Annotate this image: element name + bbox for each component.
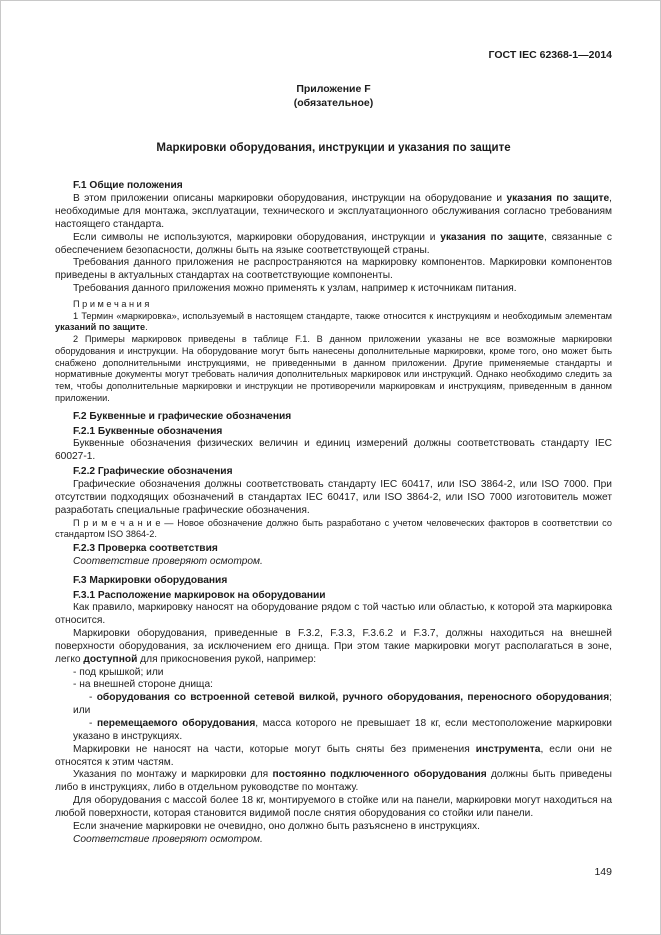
text-run-bold: указаний по защите: [55, 322, 146, 333]
text-run-bold: указания по защите: [506, 193, 610, 205]
annex-title: Маркировки оборудования, инструкции и указания по защите: [156, 142, 511, 155]
text-run: -: [89, 692, 97, 704]
text-run: .: [145, 322, 148, 333]
section-heading-f2: F.2 Буквенные и графические обозначения: [73, 410, 292, 422]
text-run: -: [89, 718, 97, 730]
text-run: для прикосновения рукой, например:: [137, 653, 317, 665]
text-run: Маркировки оборудования, приведенные в F.3.2, F.3.3, F.3.6.2 и F.3.7, должны находиться на внешней поверхности оборудования, за исключением его днища. При этом такие маркировки могут располагаться в зоне, легко: [55, 628, 612, 665]
paragraph-f31-4: [55, 769, 612, 795]
compliance-statement-f31: Соответствие проверяют осмотром.: [73, 833, 263, 845]
paragraph-f22: Графические обозначения должны соответствовать стандарту IEC 60417, или ISO 3864-2, или ISO 7000. При отсутствии подходящих обозначений в стандартах IEC 60417, или ISO 3864-2, или ISO 7000 изготовитель может разработать специальные графические обозначения.: [55, 478, 612, 516]
text-run: В этом приложении описаны маркировки оборудования, инструкции на оборудование и: [73, 193, 507, 205]
paragraph-f1-2: [55, 232, 612, 258]
paragraph-f1-3: Требования данного приложения не распространяются на маркировку компонентов. Маркировки компонентов приведены в актуальных стандартах на соответствующие компоненты.: [55, 257, 612, 282]
list-item: [73, 692, 612, 718]
text-run: 1 Термин «маркировка», используемый в настоящем стандарте, также относится к инструкциям и необходимым элементам: [73, 310, 612, 321]
text-run: ; или: [73, 692, 612, 717]
text-run-bold: постоянно подключенного оборудования: [272, 769, 487, 781]
doc-code: ГОСТ IEC 62368-1—2014: [488, 49, 612, 61]
paragraph-f31-5: Для оборудования с массой более 18 кг, монтируемого в стойке или на панели, маркировки могут находиться на любой поверхности, которая становится видимой после снятия оборудования со стойки или панели.: [55, 795, 612, 819]
annex-name: Приложение F: [296, 83, 371, 95]
text-run: Маркировки не наносят на части, которые могут быть сняты без применения: [73, 743, 476, 755]
annex-type: (обязательное): [293, 96, 374, 109]
paragraph-f31-6: Если значение маркировки не очевидно, оно должно быть разъяснено в инструкциях.: [73, 820, 480, 832]
paragraph-f21: Буквенные обозначения физических величин и единиц измерений должны соответствовать стандарту IEC 60027-1.: [55, 438, 612, 463]
text-run: , необходимые для монтажа, эксплуатации, технического и эксплуатационного обслуживания согласно требованиям настоящего стандарта.: [55, 193, 612, 230]
section-heading-f31: F.3.1 Расположение маркировок на оборудовании: [73, 589, 326, 601]
paragraph-f1-1: [55, 193, 612, 232]
text-run-bold: перемещаемого оборудования: [96, 718, 256, 730]
text-run: , связанные с обеспечением безопасности, должны быть на языке соответствующей страны.: [55, 231, 612, 256]
text-run-bold: оборудования со встроенной сетевой вилкой, ручного оборудования, переносного оборудования: [96, 692, 610, 704]
note-f22: П р и м е ч а н и е — Новое обозначение должно быть разработано с учетом человеческих факторов в соответствии со стандартом ISO 3864-2.: [55, 517, 612, 540]
text-run-bold: доступной: [83, 653, 138, 665]
compliance-statement-f23: Соответствие проверяют осмотром.: [73, 555, 263, 567]
text-run: Указания по монтажу и маркировки для: [73, 769, 273, 781]
paragraph-f31-1: Как правило, маркировку наносят на оборудование рядом с той частью или областью, к которой эта маркировка относится.: [55, 602, 612, 627]
text-run: , если они не относятся к этим частям.: [55, 743, 612, 768]
list-item: - под крышкой; или: [73, 666, 164, 678]
section-heading-f22: F.2.2 Графические обозначения: [73, 466, 233, 478]
section-heading-f23: F.2.3 Проверка соответствия: [73, 543, 218, 555]
notes-label: П р и м е ч а н и я: [73, 298, 150, 309]
note-1: [55, 311, 612, 335]
paragraph-f31-3: [55, 744, 612, 770]
section-heading-f3: F.3 Маркировки оборудования: [73, 574, 228, 586]
text-run: должны быть приведены либо в инструкциях, либо в отдельном руководстве по монтажу.: [55, 769, 612, 794]
section-heading-f21: F.2.1 Буквенные обозначения: [73, 425, 223, 437]
list-item: [73, 718, 612, 744]
document-header: [55, 49, 612, 61]
paragraph-f1-4: Требования данного приложения можно применять к узлам, например к источникам питания.: [73, 283, 517, 295]
text-run: , масса которого не превышает 18 кг, если местоположение маркировки указано в инструкциях.: [73, 718, 612, 742]
section-heading-f1: F.1 Общие положения: [73, 180, 183, 192]
note-2: 2 Примеры маркировок приведены в таблице F.1. В данном приложении указаны не все возможные маркировки оборудования и инструкции. На оборудование могут быть нанесены дополнительные маркировки, кроме того, оно может быть снабжено дополнительными инструкциями, не приведенными в данном приложении. Другие применяемые стандарты и нормативные документы могут требовать наличия дополнительных маркировок или инструкций. Однако необходимо следить за тем, чтобы дополнительные маркировки и инструкции не противоречили маркировкам и инструкциям, приведенным в данном приложении.: [55, 334, 612, 403]
paragraph-f31-2: [55, 628, 612, 667]
page-number: 149: [594, 866, 612, 878]
text-run-bold: инструмента: [475, 743, 541, 755]
list-item: - на внешней стороне днища:: [73, 679, 213, 691]
text-run-bold: указания по защите: [440, 231, 544, 243]
text-run: Если символы не используются, маркировки оборудования, инструкции и: [73, 231, 441, 243]
